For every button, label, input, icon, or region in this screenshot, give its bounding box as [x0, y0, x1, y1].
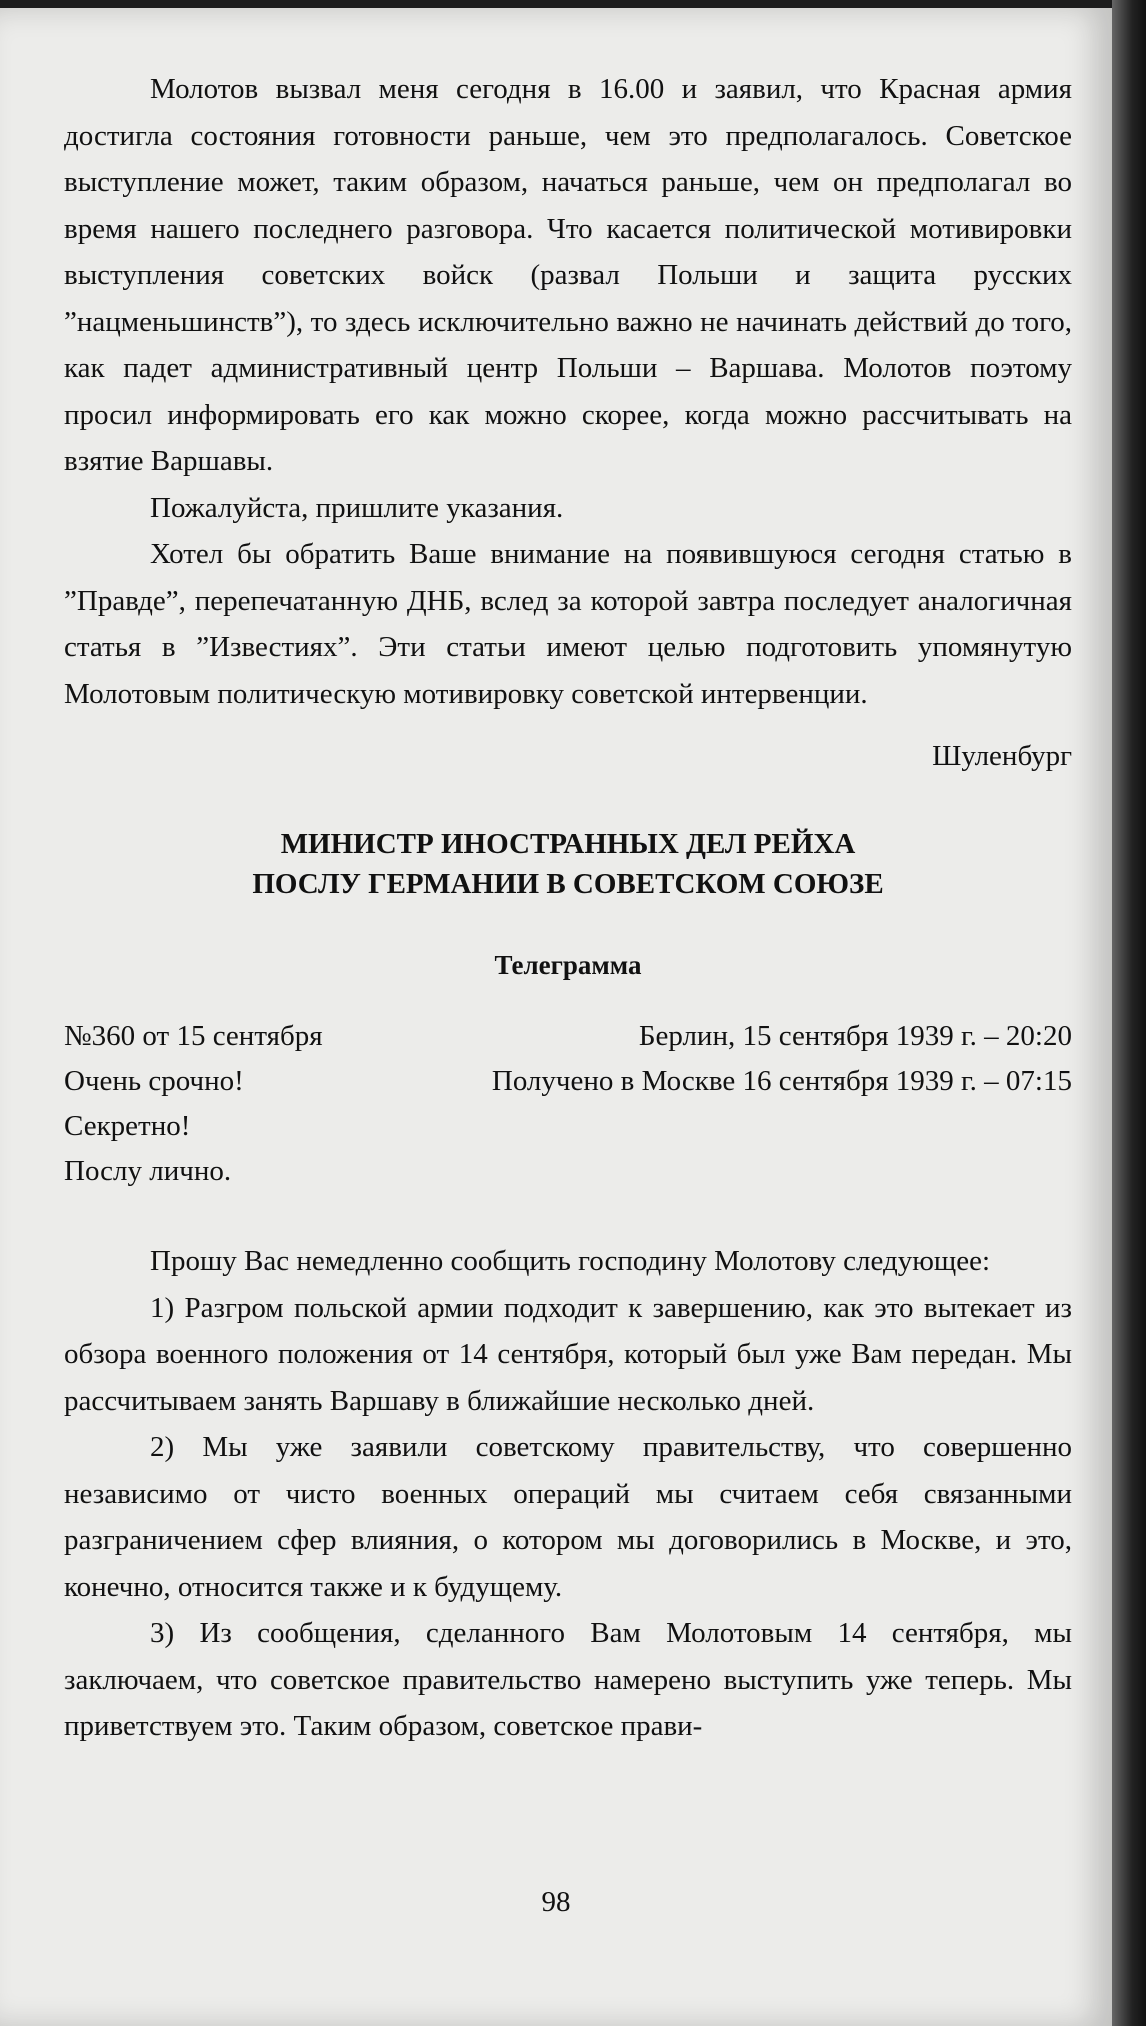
paragraph-point-1: 1) Разгром польской армии подходит к завершению, как это вытекает из обзора военного положения от 14 сентября, который был уже Вам передан. Мы рассчитываем занять Варшаву в ближайшие несколько дней.	[64, 1291, 1072, 1417]
telegram-number: №360 от 15 сентября	[64, 1020, 323, 1052]
page-number: 98	[541, 1886, 571, 1918]
document-type: Телеграмма	[494, 949, 642, 980]
book-page	[0, 8, 1112, 2026]
heading-line-2: ПОСЛУ ГЕРМАНИИ В СОВЕТСКОМ СОЮЗЕ	[252, 867, 884, 900]
meta-row-received	[64, 1059, 1072, 1104]
signature: Шуленбург	[932, 740, 1072, 772]
paragraph-request-instructions: Пожалуйста, пришлите указания.	[150, 491, 564, 524]
page-text	[64, 66, 1072, 1750]
personal-label: Послу лично.	[64, 1155, 232, 1187]
meta-row-sent	[64, 1014, 1072, 1059]
urgency-label: Очень срочно!	[64, 1065, 244, 1097]
received-info: Получено в Москве 16 сентября 1939 г. – 07:15	[491, 1065, 1072, 1097]
document-heading	[64, 824, 1072, 904]
paragraph-point-2: 2) Мы уже заявили советскому правительству, что совершенно независимо от чисто военных операций мы считаем себя связанными разграничением сфер влияния, о котором мы договорились в Москве, и это, конечно, относится также и к будущему.	[64, 1431, 1072, 1603]
heading-line-1: МИНИСТР ИНОСТРАННЫХ ДЕЛ РЕЙХА	[280, 827, 856, 860]
paragraph-intro: Прошу Вас немедленно сообщить господину Молотову следующее:	[150, 1245, 990, 1277]
paragraph-point-3: 3) Из сообщения, сделанного Вам Молотовым 14 сентября, мы заключаем, что советское правительство намерено выступить уже теперь. Мы приветствуем это. Таким образом, советское прави-	[64, 1617, 1072, 1742]
paragraph-molotov-report: Молотов вызвал меня сегодня в 16.00 и заявил, что Красная армия достигла состояния готовности раньше, чем это предполагалось. Советское выступление может, таким образом, начаться раньше, чем он предполагал во время нашего последнего разговора. Что касается политической мотивировки выступления советских войск (развал Польши и защита русских ”нацменьшинств”), то здесь исключительно важно не начинать действий до того, как падет административный центр Польши – Варшава. Молотов поэтому просил информировать его как можно скорее, когда можно рассчитывать на взятие Варшавы.	[64, 73, 1072, 477]
sent-info: Берлин, 15 сентября 1939 г. – 20:20	[638, 1020, 1072, 1052]
page-edge-shadow	[1112, 0, 1146, 2026]
secret-label: Секретно!	[64, 1110, 191, 1142]
paragraph-pravda-article: Хотел бы обратить Ваше внимание на появившуюся сегодня статью в ”Правде”, перепечатанную ДНБ, вслед за которой завтра последует аналогичная статья в ”Известиях”. Эти статьи имеют целью подготовить упомянутую Молотовым политическую мотивировку советской интервенции.	[64, 538, 1072, 710]
